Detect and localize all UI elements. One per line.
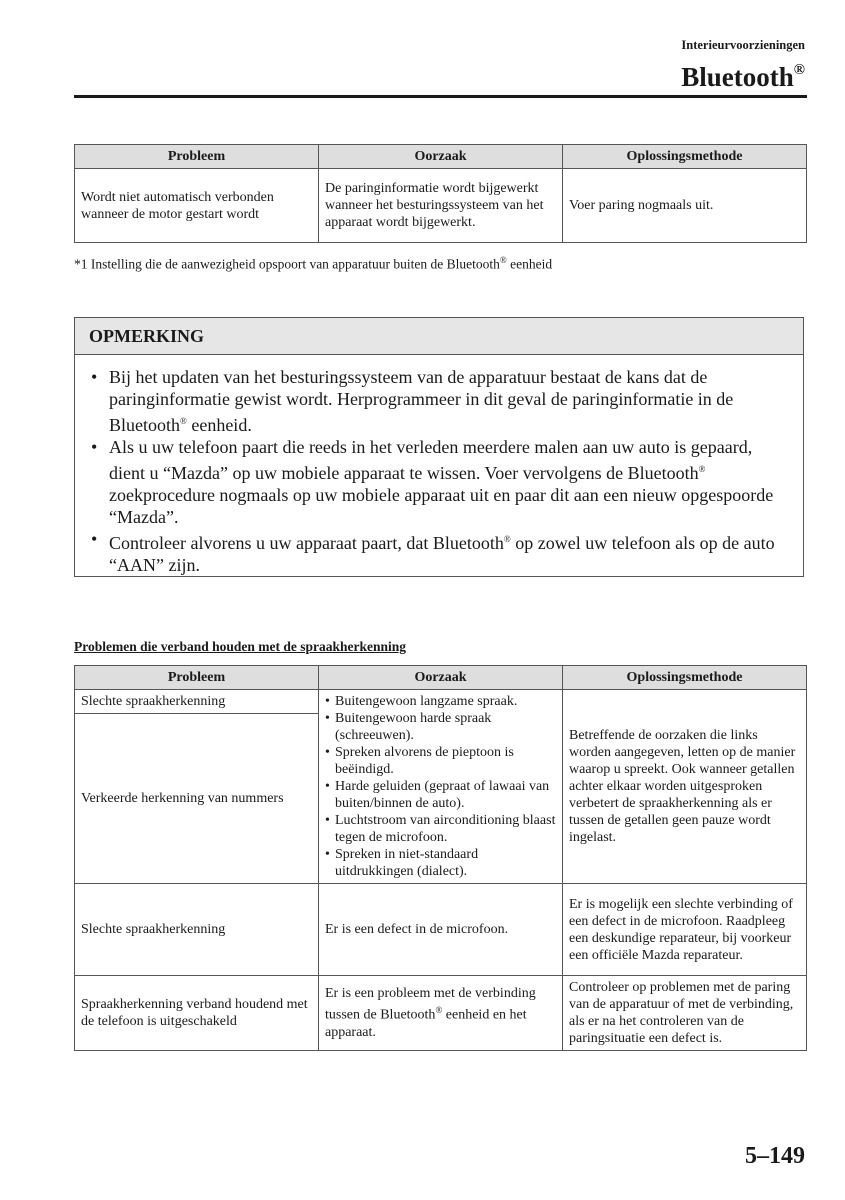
note-item	[89, 366, 787, 436]
speech-recognition-table	[74, 665, 807, 1051]
note-text-end: zoekprocedure nogmaals op uw mobiele apparaat uit en paar dit aan een nieuw opgespoorde “Mazda”.	[109, 485, 774, 527]
note-text-end: op zowel uw telefoon als op de auto “AAN” zijn.	[109, 533, 775, 575]
registered-mark: ®	[499, 255, 507, 265]
table-row	[75, 884, 807, 976]
footnote-text-end: eenheid	[506, 256, 553, 272]
bullet-icon: •	[325, 745, 330, 760]
bullet-icon: •	[325, 847, 330, 862]
list-item	[325, 710, 556, 744]
bullet-icon: •	[325, 813, 330, 828]
footnote	[74, 255, 552, 273]
column-header: Probleem	[75, 145, 319, 169]
cause-text: Er is een probleem met de verbinding tussen de Bluetooth	[325, 986, 536, 1023]
registered-mark: ®	[435, 1005, 443, 1016]
column-header: Probleem	[75, 666, 319, 690]
note-list	[75, 355, 803, 576]
note-heading: OPMERKING	[75, 318, 803, 355]
table-row	[75, 976, 807, 1051]
cell-probleem: Slechte spraakherkenning	[75, 690, 319, 714]
table-row	[75, 690, 807, 714]
cause-text: Spreken alvorens de pieptoon is beëindigd.	[335, 745, 514, 777]
cell-probleem: Slechte spraakherkenning	[75, 884, 319, 976]
bullet-icon: •	[91, 367, 98, 387]
cause-text: Luchtstroom van airconditioning blaast tegen de microfoon.	[335, 813, 556, 845]
note-item	[89, 528, 787, 576]
note-text: Controleer alvorens u uw apparaat paart, dat Bluetooth	[109, 533, 504, 553]
table-row	[75, 169, 807, 243]
cell-oplossing: Er is mogelijk een slechte verbinding of een defect in de microfoon. Raadpleeg een deskundige reparateur, bij voorkeur een officiële Mazda reparateur.	[563, 884, 807, 976]
bullet-icon: •	[91, 529, 98, 549]
cell-probleem: Spraakherkenning verband houdend met de telefoon is uitgeschakeld	[75, 976, 319, 1051]
list-item	[325, 846, 556, 880]
cell-oorzaak	[319, 976, 563, 1051]
bullet-icon: •	[325, 779, 330, 794]
cause-text: Harde geluiden (gepraat of lawaai van buiten/binnen de auto).	[335, 779, 550, 811]
cell-probleem: Verkeerde herkenning van nummers	[75, 714, 319, 884]
cell-oplossing: Betreffende de oorzaken die links worden aangegeven, letten op de manier waarop u spreekt. Ook wanneer getallen achter elkaar worden uitgesproken verbetert de spraakherkenning als er tussen de getallen geen pauze wordt ingelast.	[563, 690, 807, 884]
page-title	[681, 53, 805, 94]
header-section: Interieurvoorzieningen	[681, 38, 805, 52]
note-text: Bij het updaten van het besturingssysteem van de apparatuur bestaat de kans dat de paringinformatie gewist wordt. Herprogrammeer in dit geval de paringinformatie in de Bluetooth	[109, 367, 734, 435]
table-header-row	[75, 666, 807, 690]
note-text: Als u uw telefoon paart die reeds in het verleden meerdere malen aan uw auto is gepaard, dient u “Mazda” op uw mobiele apparaat te wissen. Voer vervolgens de Bluetooth	[109, 437, 753, 483]
cause-text: Buitengewoon harde spraak (schreeuwen).	[335, 711, 492, 743]
cell-oorzaak: De paringinformatie wordt bijgewerkt wanneer het besturingssysteem van het apparaat wordt bijgewerkt.	[319, 169, 563, 243]
registered-mark: ®	[698, 464, 706, 474]
header-rule	[74, 95, 807, 98]
bullet-icon: •	[91, 437, 98, 457]
cause-text: Buitengewoon langzame spraak.	[335, 694, 518, 709]
list-item	[325, 812, 556, 846]
cause-text: Spreken in niet-standaard uitdrukkingen (dialect).	[335, 847, 479, 879]
footnote-text: *1 Instelling die de aanwezigheid opspoort van apparatuur buiten de Bluetooth	[74, 256, 500, 272]
cause-list	[325, 693, 556, 880]
table-header-row	[75, 145, 807, 169]
bullet-icon: •	[325, 711, 330, 726]
page-number: 5–149	[745, 1143, 805, 1169]
column-header: Oplossingsmethode	[563, 666, 807, 690]
cause-text-end: eenheid en het apparaat.	[325, 1007, 527, 1040]
registered-mark: ®	[793, 62, 805, 78]
note-box	[74, 317, 804, 577]
column-header: Oorzaak	[319, 145, 563, 169]
section-title: Problemen die verband houden met de spraakherkenning	[74, 639, 407, 654]
note-item	[89, 436, 787, 528]
cell-probleem: Wordt niet automatisch verbonden wanneer de motor gestart wordt	[75, 169, 319, 243]
cell-oplossing: Controleer op problemen met de paring van de apparatuur of met de verbinding, als er na het controleren van de paringsituatie een defect is.	[563, 976, 807, 1051]
note-text-end: eenheid.	[186, 415, 252, 435]
list-item	[325, 744, 556, 778]
bluetooth-problem-table	[74, 144, 807, 243]
page-title-text: Bluetooth	[681, 62, 794, 92]
registered-mark: ®	[503, 534, 511, 544]
list-item	[325, 693, 556, 710]
cell-oplossing: Voer paring nogmaals uit.	[563, 169, 807, 243]
cell-oorzaak: Er is een defect in de microfoon.	[319, 884, 563, 976]
column-header: Oplossingsmethode	[563, 145, 807, 169]
list-item	[325, 778, 556, 812]
registered-mark: ®	[180, 416, 187, 426]
column-header: Oorzaak	[319, 666, 563, 690]
bullet-icon: •	[325, 694, 330, 709]
cell-oorzaak	[319, 690, 563, 884]
